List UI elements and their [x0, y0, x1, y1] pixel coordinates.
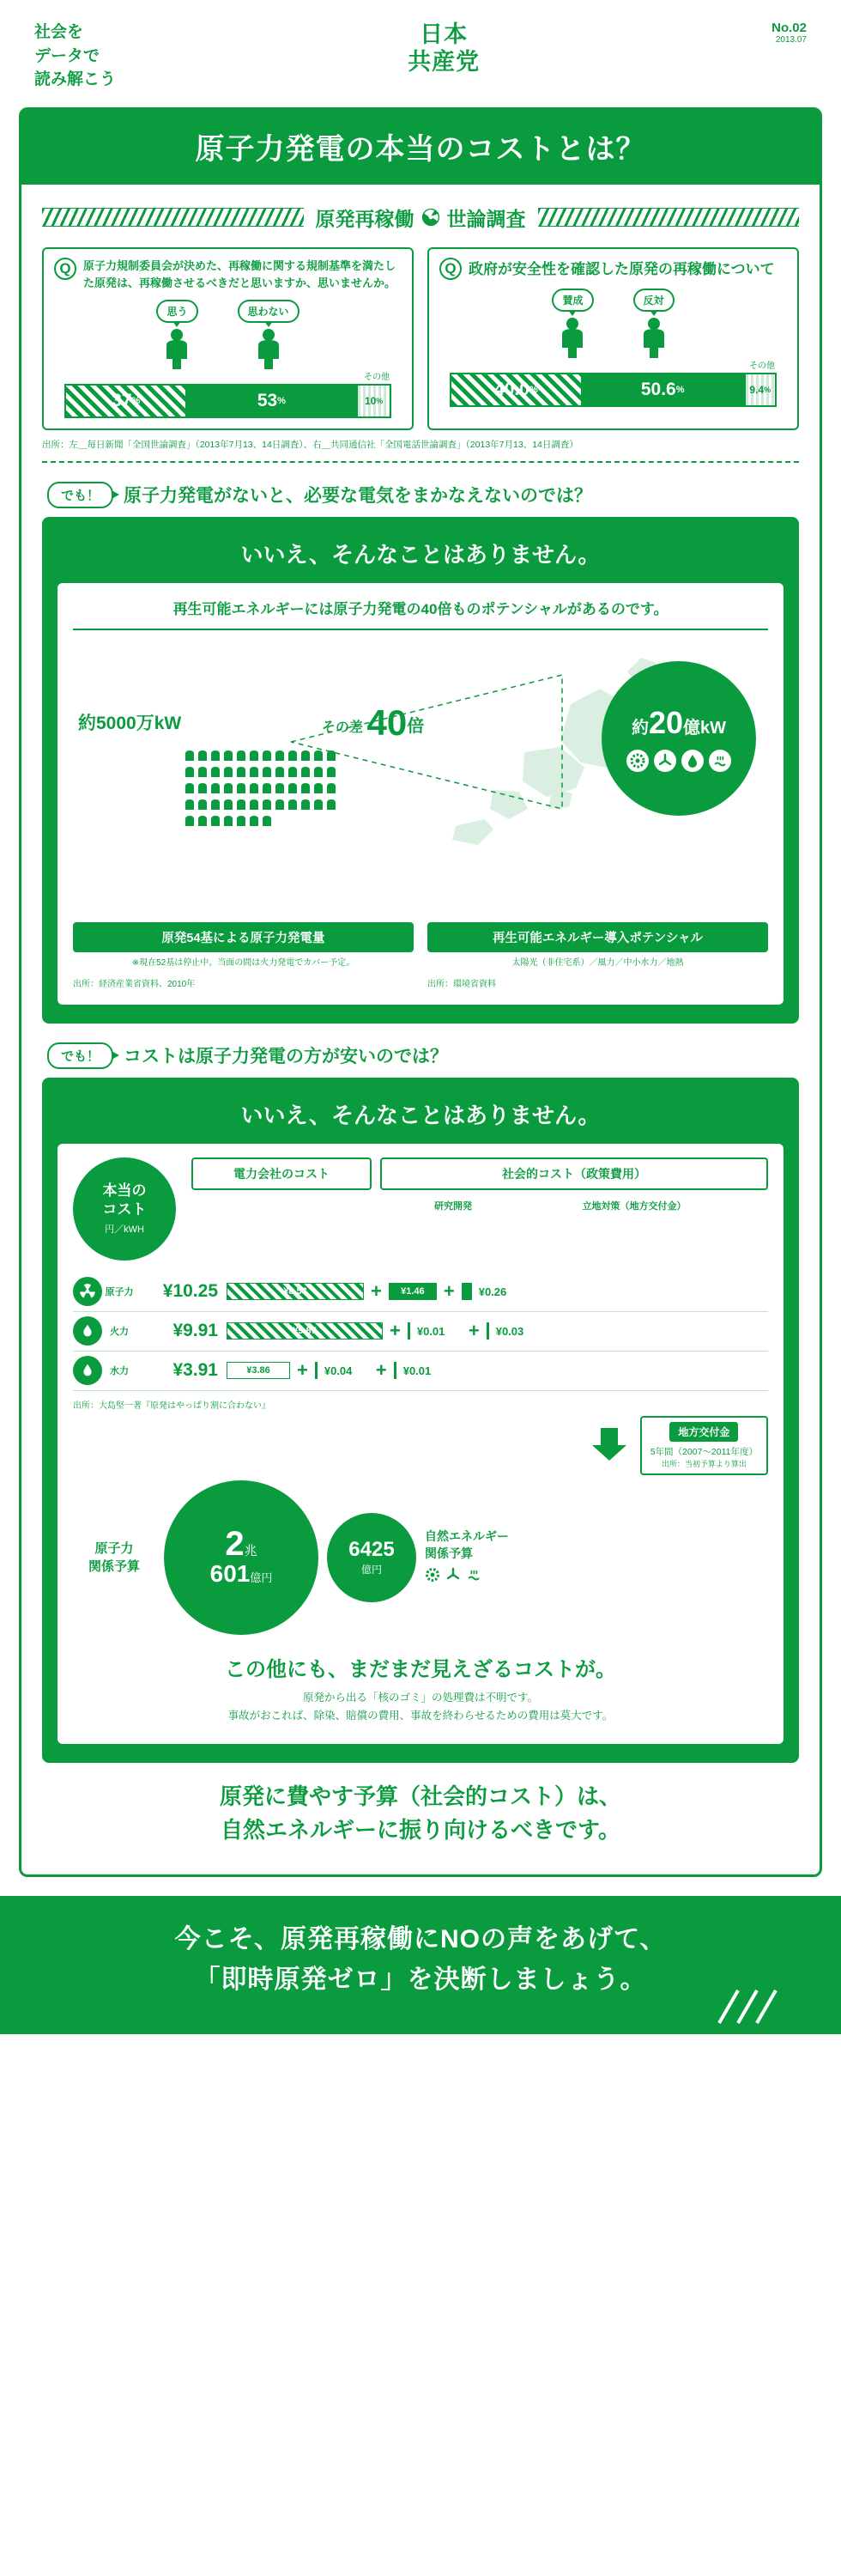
plant-icon: [236, 747, 247, 762]
ratio-unit: 倍: [407, 716, 425, 736]
local-grant-period: 5年間（2007〜2011年度）: [650, 1446, 758, 1457]
local-cost-bar: [487, 1322, 489, 1340]
plus-sign: +: [390, 1320, 401, 1342]
section2-callout: [21, 463, 820, 517]
bar-segment-oppose: [581, 374, 745, 405]
brand-line-2: 共産党: [408, 49, 481, 76]
nuclear-budget-label-line-1: 原子力: [94, 1540, 134, 1556]
label-box-renewable: [427, 922, 768, 989]
local-grant-title: 地方交付金: [669, 1422, 738, 1442]
nuclear-budget-circle: [164, 1480, 318, 1635]
bar-segment-agree: [451, 374, 581, 405]
person-icon: [558, 317, 587, 358]
bar-segment-no: [185, 386, 357, 416]
rd-cost-value: ¥0.01: [416, 1324, 445, 1338]
plant-icon: [197, 780, 209, 794]
hidden-costs-detail: [82, 1689, 759, 1726]
final-message-line-2: 自然エネルギーに振り向けるべきです。: [221, 1817, 620, 1844]
plant-icon: [197, 796, 209, 811]
plant-icon: [287, 763, 299, 778]
value-number: 20: [648, 704, 684, 740]
sub-headers: [191, 1199, 768, 1212]
plant-icon: [185, 812, 196, 827]
value-unit-2: kW: [700, 718, 727, 738]
plant-icon: [313, 763, 324, 778]
hatch-rule-left: [42, 208, 304, 227]
bar-segment-unit: %: [376, 396, 384, 405]
bar-segment-unit: %: [764, 385, 771, 394]
flame-icon: [73, 1316, 102, 1346]
power-plant-grid: [185, 747, 348, 827]
section2-panel: [42, 517, 799, 1024]
main-frame: [19, 107, 822, 1878]
plant-icon: [262, 747, 273, 762]
gear-icon: [626, 750, 649, 772]
energy-type-label: 火力: [110, 1327, 129, 1338]
electric-cost-bar: ¥8.53: [227, 1283, 364, 1300]
bubble-label: 思わない: [238, 300, 299, 323]
sub-header-rd: 研究開発: [434, 1200, 472, 1212]
plant-icon: [223, 747, 234, 762]
renewable-budget-label: [425, 1528, 509, 1588]
plant-icon: [262, 763, 273, 778]
nuclear-budget-oku-unit: 億円: [250, 1571, 273, 1585]
section3-panel-inner: [57, 1144, 784, 1745]
plant-icon: [197, 763, 209, 778]
rd-cost-bar: [408, 1322, 410, 1340]
plant-icon: [185, 796, 196, 811]
bar-segment-unit: %: [131, 395, 141, 406]
bar-segment-value: 37: [112, 390, 132, 410]
poll-card-left: [42, 247, 414, 430]
plant-icon: [185, 780, 196, 794]
column-header-social: 社会的コスト（政策費用）: [380, 1157, 768, 1190]
wind-icon: [654, 750, 676, 772]
plant-icon: [249, 796, 260, 811]
renewable-potential-circle: [602, 661, 756, 816]
footer-line-1: 今こそ、原発再稼働にNOの声をあげて、: [174, 1925, 667, 1954]
plant-icon: [326, 763, 337, 778]
ratio-label: [322, 702, 424, 744]
plant-icon: [275, 796, 286, 811]
local-cost-bar: [394, 1362, 396, 1379]
renewable-potential-value: [632, 705, 726, 741]
top-header: [0, 0, 841, 100]
bubble-label: 思う: [156, 300, 197, 323]
demo-pill: でも！: [47, 1042, 113, 1069]
electric-cost-bar: ¥3.86: [227, 1362, 290, 1379]
plus-sign: +: [375, 1359, 387, 1382]
poll-source: 出所：左＿毎日新聞「全国世論調査」（2013年7月13、14日調査）、右＿共同通信社「全国電話世論調査」（2013年7月13、14日調査）: [42, 439, 578, 450]
figure-no: [238, 300, 299, 369]
column-header-electric: 電力会社のコスト: [191, 1157, 372, 1190]
plus-sign: +: [468, 1320, 480, 1342]
local-cost-value: ¥0.26: [478, 1285, 507, 1298]
radiation-icon: [73, 1277, 102, 1306]
section-heading-poll: [21, 185, 820, 237]
plant-icon: [223, 812, 234, 827]
electric-cost-bar: ¥9.87: [227, 1322, 383, 1340]
plant-icon: [326, 780, 337, 794]
issue-date: 2013.07: [775, 35, 807, 45]
budget-comparison: [73, 1475, 768, 1638]
plant-icon: [287, 747, 299, 762]
rd-cost-bar: [315, 1362, 318, 1379]
poll-row: [21, 237, 820, 430]
water-icon: [681, 750, 704, 772]
rd-cost-bar: ¥1.46: [389, 1283, 437, 1300]
nuclear-budget-trillion: 2: [225, 1525, 245, 1564]
poll-question-text: 原子力規制委員会が決めた、再稼働に関する規制基準を満たした原発は、再稼働させるべきだと思いますか、思いませんか。: [83, 258, 396, 289]
radiation-icon: [421, 208, 440, 227]
energy-type-label: 水力: [110, 1366, 129, 1377]
nuclear-capacity-value: 約5000万kW: [78, 713, 182, 733]
value-prefix: 約: [631, 718, 649, 738]
water-drop-icon: [73, 1356, 102, 1385]
plant-icon: [185, 747, 196, 762]
plant-icon: [300, 747, 312, 762]
plant-icon: [275, 780, 286, 794]
badge-line-1: 本当の: [102, 1182, 147, 1200]
plant-icon: [236, 796, 247, 811]
bar-segment-value: 9.4: [749, 383, 765, 396]
renewable-budget-label-line-1: 自然エネルギー: [425, 1528, 509, 1543]
label-box-note: ※現在52基は停止中。当面の間は火力発電でカバー予定。: [131, 957, 355, 968]
hidden-costs-note: [73, 1638, 768, 1729]
section2-answer: いいえ、そんなことはありません。: [240, 541, 601, 568]
plant-icon: [262, 812, 273, 827]
ratio-value: 40: [366, 702, 408, 743]
plant-icon: [210, 796, 221, 811]
renewable-budget-icons: [425, 1567, 509, 1587]
section2-question: 原子力発電がないと、必要な電気をまかなえないのでは？: [124, 486, 593, 507]
plant-icon: [262, 780, 273, 794]
badge-unit: 円／kWH: [105, 1224, 144, 1235]
plant-icon: [236, 780, 247, 794]
renewable-budget-label-line-2: 関係予算: [425, 1546, 473, 1561]
plant-icon: [287, 796, 299, 811]
plus-sign: +: [371, 1280, 382, 1303]
local-cost-value: ¥0.03: [495, 1324, 524, 1338]
demo-pill: でも！: [47, 482, 113, 508]
plant-icon: [300, 796, 312, 811]
tagline-line-2: データで: [34, 46, 100, 65]
page-title: 原子力発電の本当のコストとは？: [21, 110, 820, 185]
local-cost-value: ¥0.01: [402, 1364, 432, 1377]
gear-icon: [425, 1567, 440, 1587]
final-message: [21, 1763, 820, 1852]
label-box-note: 太陽光（非住宅系）／風力／中小水力／地熱: [511, 957, 684, 968]
wind-icon: [445, 1567, 461, 1587]
plant-icon: [287, 780, 299, 794]
hidden-costs-detail-line-2: 事故がおこれば、除染、賠償の費用、事故を終わらせるための費用は莫大です。: [227, 1709, 614, 1722]
section3-answer: いいえ、そんなことはありません。: [240, 1102, 601, 1128]
tagline: [34, 21, 116, 92]
true-cost-badge: [73, 1157, 176, 1261]
cost-row-nuclear: [73, 1273, 768, 1312]
nuclear-budget-trillion-unit: 兆: [244, 1544, 257, 1559]
total-cost-value: ¥9.91: [172, 1321, 218, 1341]
cost-columns: [191, 1157, 768, 1212]
plant-icon: [326, 796, 337, 811]
bubble-label: 賛成: [552, 289, 593, 312]
cost-header-row: [73, 1157, 768, 1269]
plant-icon: [275, 747, 286, 762]
plant-icon: [313, 796, 324, 811]
value-unit: 億: [683, 718, 701, 738]
tagline-line-3: 読み解こう: [34, 70, 117, 89]
renewable-budget-circle: [327, 1513, 416, 1602]
figure-agree: [552, 289, 593, 358]
poll-bar: [64, 384, 391, 418]
figure-oppose: [633, 289, 675, 358]
bar-segment-value: 50.6: [640, 379, 676, 399]
total-cost-value: ¥10.25: [162, 1281, 218, 1302]
poll-question-text: 政府が安全性を確認した原発の再稼働について: [469, 260, 775, 277]
plant-icon: [185, 763, 196, 778]
plant-icon: [275, 763, 286, 778]
hatch-rule-right: [538, 208, 800, 227]
footer-line-2: 「即時原発ゼロ」を決断しましょう。: [194, 1965, 647, 1994]
hidden-costs-detail-line-1: 原発から出る「核のゴミ」の処理費は不明です。: [302, 1691, 538, 1704]
plant-icon: [210, 747, 221, 762]
cost-source: 出所：大島堅一著『原発はやっぱり割に合わない』: [73, 1400, 270, 1411]
plus-sign: +: [297, 1359, 308, 1382]
other-label: その他: [749, 361, 775, 371]
section-heading-text: [316, 204, 526, 232]
plus-sign: +: [443, 1280, 455, 1303]
plant-icon: [249, 763, 260, 778]
label-box-source: 出所：経済産業省資料、2010年: [73, 979, 196, 989]
poll-bar: [450, 373, 777, 407]
person-icon: [162, 328, 191, 369]
bar-segment-other: [745, 374, 775, 405]
bar-segment-unit: %: [675, 384, 685, 395]
bar-segment-unit: %: [277, 395, 286, 406]
total-cost-value: ¥3.91: [172, 1360, 218, 1381]
local-grant-source: 出所：当初予算より算出: [661, 1459, 747, 1468]
plant-icon: [313, 747, 324, 762]
section-heading-part-2: 世論調査: [446, 207, 526, 230]
nuclear-budget-label-line-2: 関係予算: [88, 1558, 140, 1574]
bar-segment-yes: [66, 386, 185, 416]
issue-number: No.02: [771, 21, 807, 35]
plant-icon: [210, 812, 221, 827]
plant-icon: [236, 812, 247, 827]
renewable-budget-value: 6425: [348, 1538, 395, 1562]
label-box-title: 原発54基による原子力発電量: [73, 922, 414, 952]
question-mark-icon: Q: [439, 258, 462, 280]
bar-segment-value: 10: [364, 394, 377, 407]
footer-banner: [0, 1896, 841, 2034]
section3-callout: [21, 1024, 820, 1078]
cost-row-hydro: [73, 1352, 768, 1391]
hidden-costs-title: この他にも、まだまだ見えざるコストが。: [225, 1657, 616, 1681]
plant-icon: [236, 763, 247, 778]
section2-lead: 再生可能エネルギーには原子力発電の40倍ものポテンシャルがあるのです。: [73, 597, 768, 630]
column-headers: [191, 1157, 768, 1190]
section-heading-part-1: 原発再稼働: [315, 207, 414, 230]
local-cost-bar: [462, 1283, 472, 1300]
poll-question-block: [439, 258, 787, 281]
poll-question-block: [54, 258, 402, 292]
bar-segment-value: 40.0: [494, 379, 529, 399]
plant-icon: [249, 812, 260, 827]
other-label: その他: [364, 372, 390, 382]
nuclear-budget-oku: 601: [209, 1560, 251, 1588]
geothermal-icon: [709, 750, 731, 772]
plant-icon: [223, 763, 234, 778]
potential-label-boxes: [73, 922, 768, 989]
geothermal-icon: [466, 1567, 481, 1587]
bar-segment-unit: %: [529, 384, 538, 395]
nuclear-budget-label: [73, 1540, 155, 1576]
section2-panel-inner: [57, 583, 784, 1005]
poll-card-right: [427, 247, 799, 430]
question-mark-icon: Q: [54, 258, 76, 280]
bubble-label: 反対: [633, 289, 675, 312]
brand-logo: [408, 21, 480, 76]
label-box-nuclear: [73, 922, 414, 989]
plant-icon: [300, 780, 312, 794]
plant-icon: [197, 747, 209, 762]
plant-icon: [249, 780, 260, 794]
cost-row-thermal: [73, 1312, 768, 1352]
decoration-lines: [712, 1985, 790, 2029]
plant-icon: [210, 763, 221, 778]
bar-segment-other: [357, 386, 390, 416]
label-box-title: 再生可能エネルギー導入ポテンシャル: [427, 922, 768, 952]
person-icon: [639, 317, 669, 358]
figure-yes: [156, 300, 197, 369]
plant-icon: [326, 747, 337, 762]
plant-icon: [197, 812, 209, 827]
cost-rows: [73, 1273, 768, 1391]
badge-line-2: コスト: [102, 1200, 147, 1218]
rd-cost-value: ¥0.04: [324, 1364, 353, 1377]
plant-icon: [210, 780, 221, 794]
poll-figures: [439, 293, 787, 358]
plant-icon: [223, 796, 234, 811]
renewable-icons: [626, 750, 731, 772]
plant-icon: [300, 763, 312, 778]
renewable-budget-unit: 億円: [360, 1564, 382, 1577]
issue-info: [771, 21, 807, 45]
brand-line-1: 日本: [420, 21, 469, 47]
plant-icon: [313, 780, 324, 794]
tagline-line-1: 社会を: [34, 23, 84, 41]
energy-type-label: 原子力: [105, 1287, 134, 1298]
section3-question: コストは原子力発電の方が安いのでは？: [124, 1047, 449, 1067]
final-message-line-1: 原発に費やす予算（社会的コスト）は、: [219, 1783, 621, 1810]
poll-figures: [54, 304, 402, 369]
label-box-source: 出所：環境省資料: [427, 979, 496, 989]
plant-icon: [223, 780, 234, 794]
ratio-prefix: その差: [322, 720, 364, 735]
sub-header-local: 立地対策（地方交付金）: [582, 1200, 687, 1212]
person-icon: [254, 328, 283, 369]
plant-icon: [249, 747, 260, 762]
potential-diagram: [73, 635, 768, 919]
bar-segment-value: 53: [257, 390, 278, 410]
local-grant-callout: [640, 1416, 768, 1475]
plant-icon: [262, 796, 273, 811]
section3-panel: [42, 1078, 799, 1764]
down-arrow-icon: [590, 1428, 628, 1467]
